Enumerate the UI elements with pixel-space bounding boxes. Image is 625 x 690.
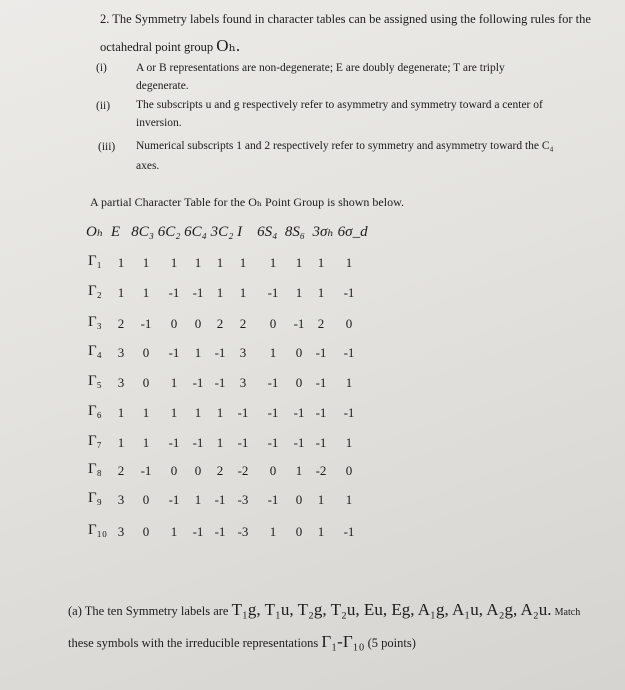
character-value: 3	[117, 492, 125, 507]
rule-1-line-1: A or B representations are non-degenerate; E are doubly degenerate; T are triply	[136, 62, 505, 74]
character-value: 1	[170, 405, 178, 420]
rule-1-line-2: degenerate.	[136, 80, 189, 92]
character-value: 0	[142, 524, 150, 539]
character-value: 1	[194, 255, 202, 270]
question-title: 2. The Symmetry labels found in character tables can be assigned using the following rules for the	[100, 12, 591, 26]
character-value: -1	[214, 345, 226, 360]
character-value: 3	[117, 345, 125, 360]
part-a-line-1	[68, 600, 580, 620]
question-title-cont	[100, 36, 240, 56]
character-value: 1	[117, 435, 125, 450]
table-header	[86, 222, 368, 241]
character-value: 0	[269, 316, 277, 331]
character-value: -1	[293, 316, 305, 331]
character-value: 1	[295, 285, 303, 300]
character-value: -1	[315, 345, 327, 360]
character-value: 3	[117, 375, 125, 390]
character-value: 0	[194, 463, 202, 478]
character-value: 0	[170, 463, 178, 478]
question-title-cont-text: octahedral point group	[100, 40, 214, 54]
character-value: -1	[168, 345, 180, 360]
character-value: -1	[267, 375, 279, 390]
rule-2-line-2: inversion.	[136, 117, 182, 129]
character-value: 1	[216, 255, 224, 270]
irrep-label: Γ₃	[88, 314, 102, 330]
symmetry-labels-list: T₁g, T₁u, T₂g, T₂u, Eu, Eg, A₁g, A₁u, A₂g, A₂u.	[231, 600, 552, 619]
character-value: 2	[317, 316, 325, 331]
character-value: -1	[192, 435, 204, 450]
character-value: 1	[170, 524, 178, 539]
irrep-range: Γ₁-Γ₁₀	[321, 632, 365, 651]
character-value: 3	[117, 524, 125, 539]
rule-1-number: (i)	[96, 62, 107, 74]
character-value: 2	[216, 316, 224, 331]
character-value: 1	[295, 255, 303, 270]
character-value: -1	[293, 405, 305, 420]
character-value: -1	[168, 492, 180, 507]
character-value: 1	[170, 375, 178, 390]
character-value: -1	[343, 285, 355, 300]
rule-2-line-1: The subscripts u and g respectively refer to asymmetry and symmetry toward a center of	[136, 99, 543, 111]
character-value: 0	[142, 492, 150, 507]
character-value: 1	[194, 492, 202, 507]
character-value: 1	[142, 435, 150, 450]
character-value: 1	[117, 285, 125, 300]
character-value: 1	[239, 285, 247, 300]
character-value: -2	[315, 463, 327, 478]
character-value: -1	[267, 435, 279, 450]
character-value: -3	[237, 524, 249, 539]
character-value: -1	[214, 524, 226, 539]
character-value: 1	[142, 405, 150, 420]
character-value: 2	[117, 316, 125, 331]
character-value: -1	[343, 345, 355, 360]
irrep-label: Γ₆	[88, 403, 102, 419]
character-value: -1	[293, 435, 305, 450]
character-value: 3	[239, 345, 247, 360]
character-value: 1	[317, 492, 325, 507]
character-value: 2	[216, 463, 224, 478]
part-a-intro: (a) The ten Symmetry labels are	[68, 604, 229, 618]
character-value: 1	[216, 405, 224, 420]
character-value: -1	[343, 405, 355, 420]
character-value: 1	[345, 255, 353, 270]
table-header-text: Oₕ E 8C₃ 6C₂ 6C₄ 3C₂ I 6S₄ 8S₆ 3σₕ 6σ_d	[86, 224, 368, 240]
character-value: -1	[168, 285, 180, 300]
character-value: -1	[343, 524, 355, 539]
part-a-line-2	[68, 632, 416, 652]
character-value: 1	[142, 285, 150, 300]
character-value: 1	[117, 405, 125, 420]
character-value: -2	[237, 463, 249, 478]
character-value: 1	[317, 285, 325, 300]
character-value: -1	[237, 405, 249, 420]
character-value: 0	[170, 316, 178, 331]
character-value: -1	[192, 524, 204, 539]
character-value: 0	[269, 463, 277, 478]
irrep-label: Γ₉	[88, 490, 102, 506]
character-value: 1	[317, 255, 325, 270]
character-value: -1	[214, 492, 226, 507]
irrep-label: Γ₂	[88, 283, 102, 299]
character-value: -3	[237, 492, 249, 507]
character-value: 1	[345, 492, 353, 507]
irrep-label: Γ₁₀	[88, 522, 108, 538]
character-value: 0	[142, 345, 150, 360]
character-value: 1	[216, 435, 224, 450]
irrep-label: Γ₅	[88, 373, 102, 389]
irrep-label: Γ₇	[88, 433, 102, 449]
character-value: 2	[117, 463, 125, 478]
character-value: 0	[295, 375, 303, 390]
character-value: 0	[345, 463, 353, 478]
character-value: -1	[267, 405, 279, 420]
character-value: -1	[140, 463, 152, 478]
table-intro: A partial Character Table for the Oₕ Point Group is shown below.	[90, 195, 404, 209]
character-value: -1	[315, 375, 327, 390]
character-value: -1	[267, 492, 279, 507]
character-value: 1	[216, 285, 224, 300]
character-value: 1	[317, 524, 325, 539]
character-value: 0	[295, 492, 303, 507]
character-value: 2	[239, 316, 247, 331]
character-value: 0	[295, 524, 303, 539]
character-value: 1	[239, 255, 247, 270]
character-value: 1	[194, 405, 202, 420]
character-value: -1	[315, 435, 327, 450]
character-value: 3	[239, 375, 247, 390]
character-value: 1	[269, 255, 277, 270]
character-value: 1	[142, 255, 150, 270]
character-value: 1	[345, 435, 353, 450]
character-value: -1	[237, 435, 249, 450]
character-value: 1	[345, 375, 353, 390]
rule-2-number: (ii)	[96, 100, 111, 112]
rule-3-line-2: axes.	[136, 160, 160, 172]
character-value: -1	[214, 375, 226, 390]
irrep-label: Γ₄	[88, 343, 102, 359]
character-value: -1	[192, 375, 204, 390]
character-value: -1	[140, 316, 152, 331]
irrep-label: Γ₁	[88, 253, 102, 269]
part-a-line-2-text: these symbols with the irreducible representations	[68, 636, 319, 650]
character-value: 0	[295, 345, 303, 360]
character-value: -1	[192, 285, 204, 300]
irrep-label: Γ₈	[88, 461, 102, 477]
character-value: 0	[345, 316, 353, 331]
character-value: -1	[267, 285, 279, 300]
character-value: 1	[194, 345, 202, 360]
points-note: (5 points)	[367, 636, 416, 650]
character-value: 1	[295, 463, 303, 478]
character-value: 1	[117, 255, 125, 270]
group-symbol: Oₕ.	[216, 36, 241, 55]
character-value: 1	[269, 524, 277, 539]
rule-3-line-1: Numerical subscripts 1 and 2 respectively refer to symmetry and asymmetry toward the C₄	[136, 140, 554, 152]
character-value: 0	[194, 316, 202, 331]
character-value: 1	[269, 345, 277, 360]
rule-3-number: (iii)	[98, 141, 116, 153]
character-value: 0	[142, 375, 150, 390]
character-value: -1	[168, 435, 180, 450]
character-value: -1	[315, 405, 327, 420]
character-value: 1	[170, 255, 178, 270]
match-word: Match	[554, 607, 581, 618]
